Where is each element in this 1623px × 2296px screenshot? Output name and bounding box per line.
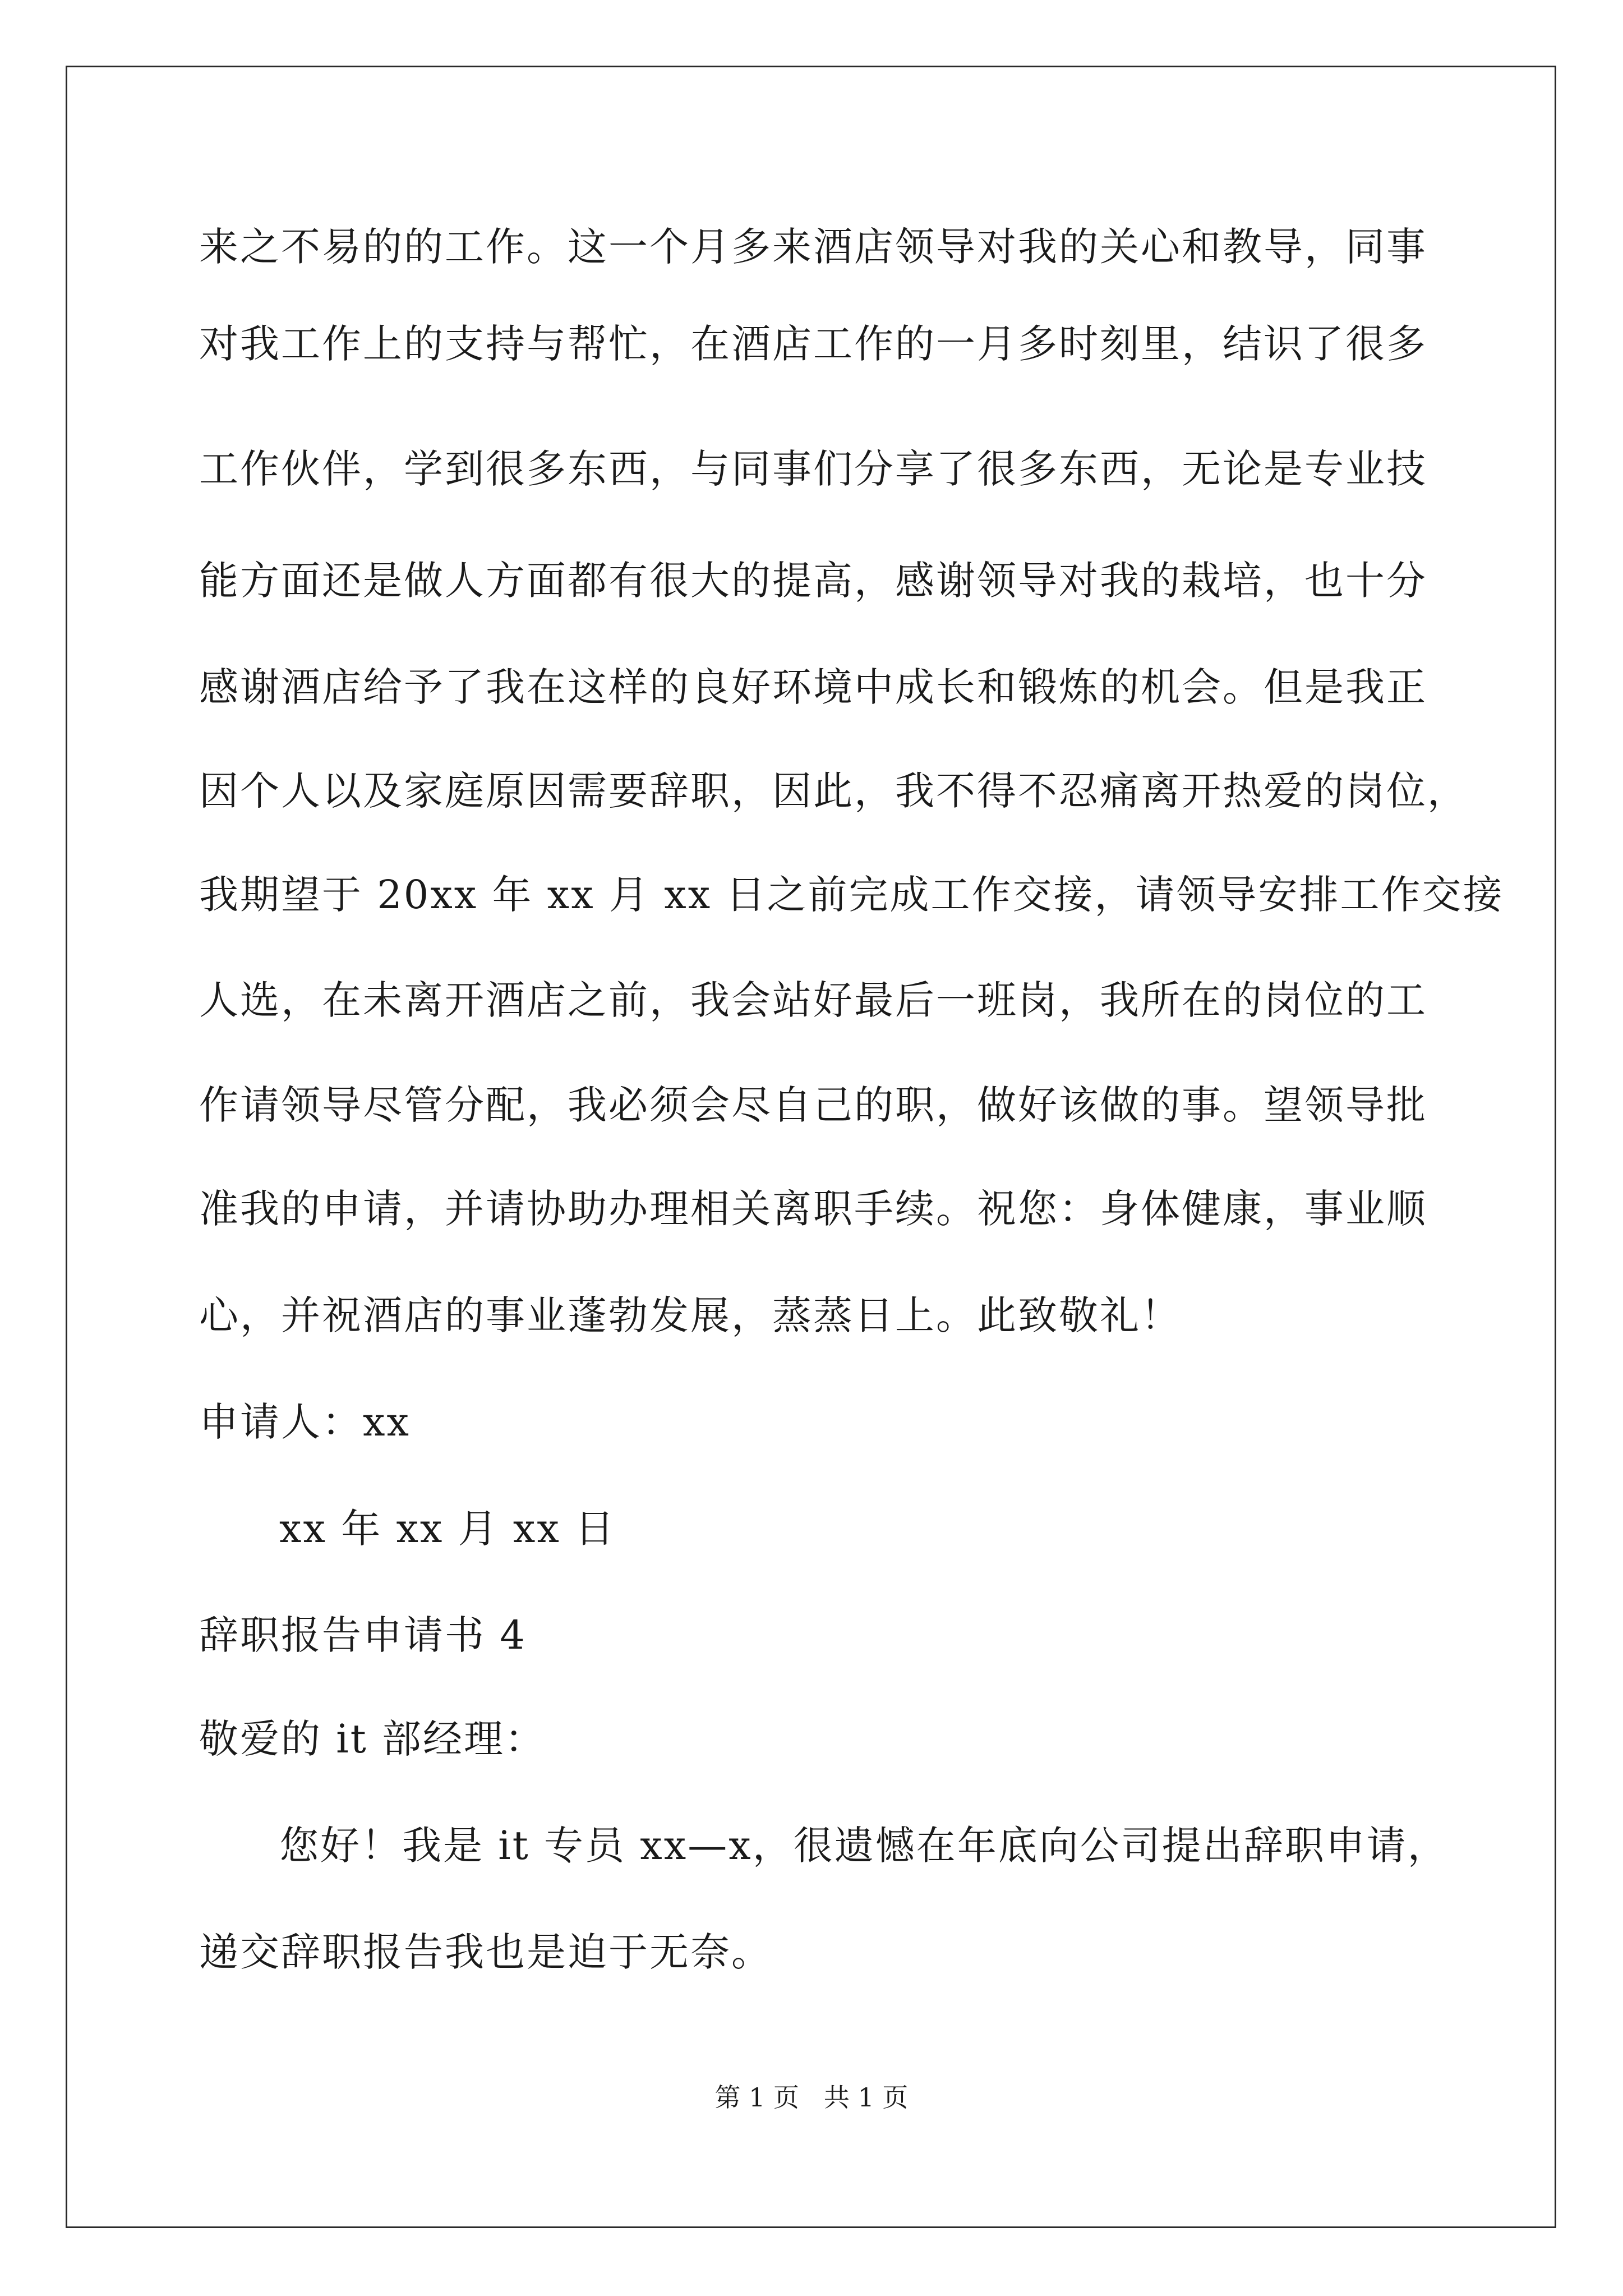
body-text-line-17: 递交辞职报告我也是迫于无奈。 [199, 1929, 772, 1975]
body-text-line-10: 准我的申请，并请协助办理相关离职手续。祝您：身体健康，事业顺 [199, 1186, 1427, 1232]
body-text-line-1: 来之不易的的工作。这一个月多来酒店领导对我的关心和教导，同事 [199, 224, 1427, 270]
body-text-line-8: 人选，在未离开酒店之前，我会站好最后一班岗，我所在的岗位的工 [199, 977, 1427, 1023]
date-line: xx 年 xx 月 xx 日 [279, 1506, 616, 1552]
body-text-line-11: 心，并祝酒店的事业蓬勃发展，蒸蒸日上。此致敬礼！ [199, 1292, 1182, 1338]
body-text-line-7: 我期望于 20xx 年 xx 月 xx 日之前完成工作交接，请领导安排工作交接 [199, 872, 1504, 918]
body-text-line-5: 感谢酒店给予了我在这样的良好环境中成长和锻炼的机会。但是我正 [199, 664, 1427, 710]
body-text-line-4: 能方面还是做人方面都有很大的提高，感谢领导对我的栽培，也十分 [199, 558, 1427, 604]
body-text-line-3: 工作伙伴，学到很多东西，与同事们分享了很多东西，无论是专业技 [199, 446, 1427, 492]
applicant-line: 申请人：xx [199, 1399, 411, 1445]
body-text-line-6: 因个人以及家庭原因需要辞职，因此，我不得不忍痛离开热爱的岗位， [199, 768, 1468, 814]
body-text-line-9: 作请领导尽管分配，我必须会尽自己的职，做好该做的事。望领导批 [199, 1082, 1427, 1128]
salutation: 敬爱的 it 部经理： [199, 1716, 546, 1762]
body-text-line-16: 您好！我是 it 专员 xx—x，很遗憾在年底向公司提出辞职申请， [279, 1823, 1449, 1869]
section-title: 辞职报告申请书 4 [199, 1612, 527, 1658]
body-text-line-2: 对我工作上的支持与帮忙，在酒店工作的一月多时刻里，结识了很多 [199, 321, 1427, 367]
page-border [66, 66, 1556, 2228]
page-number-footer: 第 1 页 共 1 页 [714, 2082, 909, 2113]
